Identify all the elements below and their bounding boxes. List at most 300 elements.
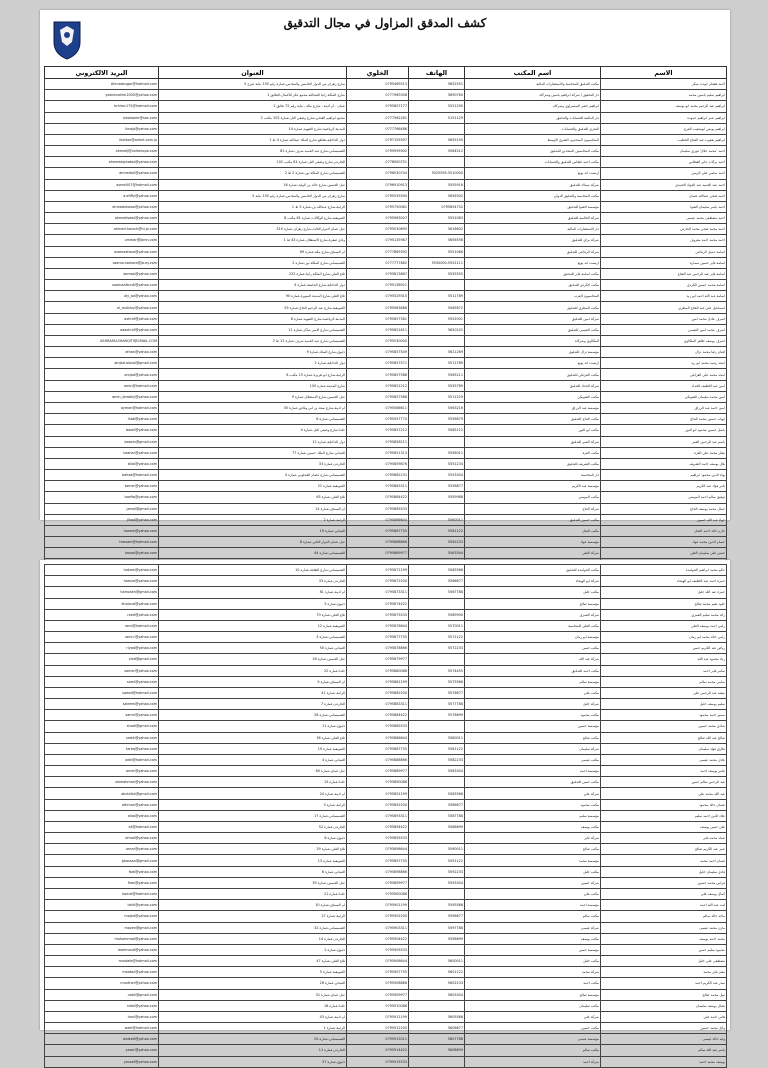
cell-name: ابراهيم سليم ياسين محمد [601, 90, 727, 101]
table-row [45, 620, 727, 631]
cell-email: riyad@yahoo.com [45, 643, 159, 654]
cell-name: جمال محمد يوسف الحاج [601, 503, 727, 514]
cell-mobile: 0777777882 [347, 257, 409, 268]
table-row [45, 414, 727, 425]
cell-email: ibrajo@yahoo.com [45, 123, 159, 134]
cell-office: مؤسسة عيسى [465, 1034, 601, 1045]
cell-office: مكتب الحاج للتدقيق [465, 414, 601, 425]
cell-address: عمان - أم اذينة - شارع مكة - بناية رقم 72 طابق 1 [159, 101, 347, 112]
table-row [45, 821, 727, 832]
cell-mobile: 0795864422 [347, 492, 409, 503]
cell-address: ام السماق-عمارة 14 [159, 503, 347, 514]
cell-mobile: 0795529315 [347, 291, 409, 302]
cell-office: دار التحقيق / شركة ابراهيم ياسين وشركاه [465, 90, 601, 101]
cell-phone: 5572233 [409, 643, 465, 654]
cell-email: ahmedisawi@yahoo.com [45, 213, 159, 224]
table-row [45, 1045, 727, 1056]
cell-phone: 5586677 [409, 799, 465, 810]
cell-mobile: 0795995902 [347, 146, 409, 157]
cell-office: مؤسسة حسن [465, 944, 601, 955]
cell-address: جبل الحسين-شارع خالد بن الوليد-عمارة 16 [159, 179, 347, 190]
table-row [45, 291, 727, 302]
cell-office: شركة الحاج [465, 503, 601, 514]
cell-office: ارنست اند يونغ [465, 168, 601, 179]
cell-phone [409, 944, 465, 955]
cell-email: tamer@yahoo.com [45, 481, 159, 492]
cell-address: الشميساني-عمارة 28 [159, 710, 347, 721]
cell-address: الصويفية-عمارة 5 [159, 967, 347, 978]
cell-mobile: 0795898866 [347, 866, 409, 877]
cell-address: دابوق-شارع الملك-عمارة 9 [159, 347, 347, 358]
table-row [45, 347, 727, 358]
cell-phone: 5565566 [409, 565, 465, 576]
cell-office: دار المحاسبة [465, 470, 601, 481]
cell-phone: 5595566 [409, 900, 465, 911]
cell-name: حسام الدين محمد عواد [601, 537, 727, 548]
cell-phone: 5656302 [409, 190, 465, 201]
table-row [45, 754, 727, 765]
table-row [45, 179, 727, 190]
table-row [45, 201, 727, 212]
cell-phone: 5563216 [409, 402, 465, 413]
cell-phone: 5621269 [409, 347, 465, 358]
cell-phone: 5525595-5510000 [409, 168, 465, 179]
cell-mobile: 0795879977 [347, 654, 409, 665]
table-row [45, 146, 727, 157]
cell-mobile: 0795862231 [347, 470, 409, 481]
cell-mobile: 0795889977 [347, 766, 409, 777]
cell-phone: 5585566 [409, 788, 465, 799]
cell-mobile: 0778900751 [347, 157, 409, 168]
cell-address: تلاع العلي-عمارة 36 [159, 732, 347, 743]
cell-name: ايهاب حسين محمد الحاج [601, 414, 727, 425]
cell-phone: 5521290 [409, 101, 465, 112]
table-row [45, 598, 727, 609]
table-row [45, 257, 727, 268]
cell-email: ahmadshawa@yahoo.com [45, 201, 159, 212]
cell-office: مكتب المومني [465, 492, 601, 503]
table-row [45, 766, 727, 777]
table-body [45, 565, 727, 1068]
page-two [40, 560, 730, 1064]
cell-mobile: 0795888866 [347, 754, 409, 765]
cell-address: العبدلي-عمارة 50 [159, 643, 347, 654]
table-row [45, 101, 727, 112]
cell-office: شركة حسين [465, 877, 601, 888]
table-row [45, 565, 727, 576]
cell-name: ماجد خالد سالم [601, 911, 727, 922]
cell-name: يوسف محمد احمد [601, 1056, 727, 1067]
cell-mobile: 0795906644 [347, 956, 409, 967]
cell-phone: 5593344 [409, 877, 465, 888]
cell-name: ياسر عبد الله سالم [601, 1045, 727, 1056]
cell-address: الجاردنز-عمارة 33 [159, 576, 347, 587]
cell-email: mustafa@hotmail.com [45, 956, 159, 967]
cell-mobile: 0795138921 [347, 280, 409, 291]
table-row [45, 732, 727, 743]
cell-office: مكتب خليل [465, 866, 601, 877]
cell-name: اسماعيل علي عبد الفتاح المطري [601, 302, 727, 313]
cell-phone: 5652551 [409, 79, 465, 90]
cell-mobile: 0777969308 [347, 90, 409, 101]
cell-phone: 5556011 [409, 447, 465, 458]
cell-email: majed@yahoo.com [45, 911, 159, 922]
cell-address: الجاردنز-عمارة 52 [159, 821, 347, 832]
cell-email: nidal@yahoo.com [45, 1000, 159, 1011]
cell-office: مكتب المحاسبة والتدقيق الدولي [465, 190, 601, 201]
cell-mobile: 0795897755 [347, 855, 409, 866]
cell-name: اسامة محمد حسين الكردي [601, 280, 727, 291]
cell-mobile: 0795135987 [347, 235, 409, 246]
table-row [45, 833, 727, 844]
cell-email: jamal@gmail.com [45, 503, 159, 514]
cell-office: مكتب الحوامده للتدقيق [465, 565, 601, 576]
cell-address: الرابية-عمارة 27 [159, 911, 347, 922]
cell-address: ام السماق-عمارة 10 [159, 900, 347, 911]
cell-name: علاء الدين احمد سليم [601, 810, 727, 821]
cell-name: بشار محمد علي العزة [601, 447, 727, 458]
cell-name: امجد محمد علي الغرابلي [601, 369, 727, 380]
cell-address: الرابية-شارع ابو هريرة-عمارة 15 مكتب 6 [159, 369, 347, 380]
cell-address: المدينة الرياضية-شارع الشهيد-عمارة 8 [159, 313, 347, 324]
cell-phone: 5575566 [409, 676, 465, 687]
cell-name: عثمان خالد محمود [601, 799, 727, 810]
cell-office: مكتب المطري للتدقيق [465, 302, 601, 313]
cell-address: ام السماق-عمارة 9 [159, 676, 347, 687]
cell-phone [409, 777, 465, 788]
cell-name: منذر عبد الكريم احمد [601, 978, 727, 989]
cell-phone: 5559988 [409, 492, 465, 503]
cell-name: اسامة فايز حسين سمارة [601, 257, 727, 268]
cell-address: شارع زهران بين الدوار الخامس والسادس-عمارة رقم 130 بناية عيرح 5 [159, 79, 347, 90]
cell-mobile: 0795875533 [347, 609, 409, 620]
cell-phone: 5590011 [409, 844, 465, 855]
cell-phone: 5591122 [409, 855, 465, 866]
cell-office: ابراهيم خضر اليمسراوي وشركاه [465, 101, 601, 112]
cell-phone: 5562233 [409, 537, 465, 548]
table-row [45, 503, 727, 514]
cell-phone: 5565872 [409, 302, 465, 313]
cell-email: abdrahman@yahoo.com [45, 777, 159, 788]
table-row [45, 157, 727, 168]
cell-address: الرابية-شارع عبدالله بن-عمارة 5 ط 1 [159, 201, 347, 212]
table-row [45, 911, 727, 922]
cell-email: ashraf@yahoo.com [45, 313, 159, 324]
cell-address: الرابية-عمارة 41 [159, 687, 347, 698]
cell-phone: 5616602 [409, 224, 465, 235]
cell-mobile: 0795750081 [347, 201, 409, 212]
cell-phone: 5600011 [409, 956, 465, 967]
cell-address: جبل الحسين-شارع الاستقلال-عمارة 9 [159, 391, 347, 402]
cell-mobile: 0795469513 [347, 79, 409, 90]
cell-name: تامر فؤاد عبد الكريم [601, 481, 727, 492]
cell-address: العبدلي-عمارة 4 [159, 754, 347, 765]
cell-phone: 5598899 [409, 933, 465, 944]
cell-phone: 5551066 [409, 246, 465, 257]
table-row [45, 777, 727, 788]
cell-office: مكتب الكردي للتدقيق [465, 280, 601, 291]
cell-name: امين محمد سليمان الشوبكي [601, 391, 727, 402]
cell-mobile: 0795887755 [347, 743, 409, 754]
cell-email: rami.r@yahoo.com [45, 632, 159, 643]
cell-address: تلاع العلي-شارع الملكة رانيا-عمارة 222 [159, 268, 347, 279]
cell-address: دابوق-عمارة 2 [159, 944, 347, 955]
cell-office: مكتب حسن للتدقيق [465, 777, 601, 788]
cell-mobile: 0797155597 [347, 134, 409, 145]
cell-email: mohammad@yahoo.com [45, 933, 159, 944]
cell-phone: 5565112 [409, 425, 465, 436]
cell-name: حكم محمد ابراهيم الحوامده [601, 565, 727, 576]
cell-phone: 5597788 [409, 922, 465, 933]
cell-phone: 5569900 [409, 609, 465, 620]
table-row [45, 134, 727, 145]
table-row [45, 710, 727, 721]
cell-address: الرابية-عمارة 2 [159, 514, 347, 525]
cell-name: طارق فؤاد سليمان [601, 743, 727, 754]
cell-phone: 5655195 [409, 134, 465, 145]
cell-mobile: 0795903311 [347, 922, 409, 933]
cell-office: ارنست اند يونغ [465, 358, 601, 369]
cell-office: مكتب سالم [465, 911, 601, 922]
cell-mobile: 0795868866 [347, 537, 409, 548]
table-row [45, 324, 727, 335]
cell-name: ابراهيم يونس ابوشعيب العرج [601, 123, 727, 134]
cell-mobile: 0795893311 [347, 810, 409, 821]
table-row [45, 799, 727, 810]
cell-office: مكتب احمد للتدقيق [465, 665, 601, 676]
cell-address: الشميساني-عمارة 6 [159, 414, 347, 425]
cell-name: عامر يوسف احمد [601, 766, 727, 777]
cell-office: شركة العلي [465, 548, 601, 559]
cell-office: مكتب يوسف [465, 933, 601, 944]
cell-name: عمر عبد الكريم صالح [601, 844, 727, 855]
cell-name: احمد محمد فتحي محمد الحارثي [601, 224, 727, 235]
cell-phone: 5551063 [409, 213, 465, 224]
cell-office: مؤسسة احمد [465, 766, 601, 777]
cell-email: mahmoud@yahoo.com [45, 944, 159, 955]
cell-mobile: 0795912200 [347, 1023, 409, 1034]
auditors-table [44, 66, 727, 571]
cell-address: دابوق-عمارة 8 [159, 833, 347, 844]
cell-phone: 5588899 [409, 821, 465, 832]
table-row [45, 922, 727, 933]
cell-mobile: 0795557770 [347, 414, 409, 425]
cell-name: عبد الله محمد علي [601, 788, 727, 799]
table-row [45, 788, 727, 799]
table-row [45, 492, 727, 503]
cell-office: مؤسسة احمد [465, 900, 601, 911]
cell-name: احمد فتحي عبدالله عثمان [601, 190, 727, 201]
table-row [45, 391, 727, 402]
cell-address: الشميساني-عمارة 20 [159, 1034, 347, 1045]
cell-mobile: 0795857581 [347, 313, 409, 324]
cell-address: ام السماق-شارع مكة-عمارة 89 [159, 246, 347, 257]
cell-mobile: 0795905533 [347, 944, 409, 955]
cell-name: احمد 'محمد جلال' فوزي سليمان [601, 146, 727, 157]
cell-phone [409, 833, 465, 844]
cell-mobile: 0795896644 [347, 844, 409, 855]
cell-name: ابراهيم يعقوب عبد الفتاح الخطيب [601, 134, 727, 145]
cell-address: دابوق-عمارة 37 [159, 1056, 347, 1067]
cell-mobile: 0795891199 [347, 788, 409, 799]
table-row [45, 246, 727, 257]
cell-address: شارع زهران بين الدوار الخامس والسادس-عمارة رقم 130 بناية 5 [159, 190, 347, 201]
table-row [45, 699, 727, 710]
cell-office: مكتب علي [465, 888, 601, 899]
table-row [45, 1023, 727, 1034]
cell-address: الرابية-عمارة 1 [159, 1023, 347, 1034]
cell-phone: 5511789 [409, 291, 465, 302]
cell-email: amin_shwbky@yahoo.com [45, 391, 159, 402]
cell-mobile: 0795876644 [347, 620, 409, 631]
cell-email: abdullah@gmail.com [45, 788, 159, 799]
table-row [45, 470, 727, 481]
cell-email: jihad@yahoo.com [45, 514, 159, 525]
cell-name: محمد احمد يوسف [601, 933, 727, 944]
cell-phone: 5608899 [409, 1045, 465, 1056]
cell-name: اسامة عبد الله احمد ابو زيد [601, 291, 727, 302]
cell-phone: 5603344 [409, 989, 465, 1000]
cell-address: تلاع العلي-عمارة 65 [159, 492, 347, 503]
cell-mobile: 0795539390 [347, 190, 409, 201]
table-row [45, 665, 727, 676]
table-row [45, 1011, 727, 1022]
cell-name: امين عبد اللطيف الحداد [601, 380, 727, 391]
cell-office: مكتب محمود [465, 710, 601, 721]
table-row [45, 1000, 727, 1011]
cell-mobile: 0795914422 [347, 1045, 409, 1056]
cell-phone [409, 888, 465, 899]
table-row [45, 643, 727, 654]
cell-office: شركة براي للتدقيق [465, 235, 601, 246]
cell-phone [409, 654, 465, 665]
cell-name: عماد محمد فايز [601, 833, 727, 844]
cell-name: باسل حسين محمود ابو النور [601, 425, 727, 436]
cell-name: رامي خالد محمد ابو رمان [601, 632, 727, 643]
cell-address: جبل الحسين-عمارة 18 [159, 654, 347, 665]
cell-office: مكتب صالح [465, 844, 601, 855]
cell-phone: 5592233 [409, 866, 465, 877]
table-row [45, 380, 727, 391]
cell-address: الشميساني-عمارة 17 [159, 810, 347, 821]
cell-address: العبدلي-عمارة 26 [159, 978, 347, 989]
cell-mobile: 0795913311 [347, 1034, 409, 1045]
cell-name: اسامة جميل الرفاعي [601, 246, 727, 257]
cell-phone: 5576677 [409, 687, 465, 698]
cell-mobile: 0795866644 [347, 514, 409, 525]
cell-name: كمال يوسف علي [601, 888, 727, 899]
cell-phone: 5556679 [409, 414, 465, 425]
cell-phone: 5581122 [409, 743, 465, 754]
cell-email: Ahmadsugar@hotmail.com [45, 79, 159, 90]
cell-office: دار الاستشارات المالية [465, 224, 601, 235]
cell-email: emad@yahoo.com [45, 833, 159, 844]
cell-office: مكتب احمد غطاس للتدقيق والحسابات [465, 157, 601, 168]
cell-mobile: 0795904422 [347, 933, 409, 944]
cell-address: جبل عمان-عمارة 31 [159, 989, 347, 1000]
cell-office: شركة عيسى [465, 922, 601, 933]
cell-name: صالح عبد الله صالح [601, 732, 727, 743]
cell-address: الرابية-عمارة 3 [159, 799, 347, 810]
cell-email: yasinbrahim2005@yahoo.com [45, 90, 159, 101]
cell-email: afnan@yahoo.com [45, 347, 159, 358]
table-row [45, 548, 727, 559]
table-row [45, 447, 727, 458]
cell-address: تلاع العلي-عمارة 47 [159, 956, 347, 967]
cell-email: nabil@gmail.com [45, 989, 159, 1000]
cell-address: العبدلي-شارع الملك حسين-عمارة 77 [159, 447, 347, 458]
cell-name: سعيد عبد الرحمن علي [601, 687, 727, 698]
cell-email: moataz@yahoo.com [45, 967, 159, 978]
cell-office: مكتب صالح [465, 732, 601, 743]
cell-email: osamaalkurdi@yahoo.com [45, 280, 159, 291]
cell-email: ivealaomr@sos.com [45, 112, 159, 123]
cell-name: احمد بركات جابر الغطاس [601, 157, 727, 168]
cell-mobile: 0795878866 [347, 643, 409, 654]
cell-mobile: 0795030695 [347, 224, 409, 235]
table-row [45, 855, 727, 866]
cell-mobile: 0795899977 [347, 877, 409, 888]
cell-name: سامر فايز احمد [601, 665, 727, 676]
cell-address: جبل عمان-عمارة 60 [159, 766, 347, 777]
cell-address: الشميساني-عمارة 44 [159, 548, 347, 559]
table-row [45, 213, 727, 224]
cell-address: مجمع ابراهيم القباني-شارع وصفي التل-عمارة 102 مكتب 2 [159, 112, 347, 123]
cell-email: amjad.alozai@gmail.com [45, 358, 159, 369]
cell-email: firas@yahoo.com [45, 877, 159, 888]
table-row [45, 425, 727, 436]
table-row [45, 335, 727, 346]
cell-phone [409, 1000, 465, 1011]
table-row [45, 978, 727, 989]
cell-office: مكتب حسين [465, 1023, 601, 1034]
cell-office: مؤسسة صالح [465, 989, 601, 1000]
cell-mobile: 0795857549 [347, 347, 409, 358]
cell-address: الصويفية-شارع الوكالات-عمارة 61 مكتب 8 [159, 213, 347, 224]
cell-name: احمد سامي علي الريس [601, 168, 727, 179]
cell-office: دار المكتبة للحسابات والتدقيق [465, 112, 601, 123]
cell-address: الشميساني-عمارة 3 [159, 632, 347, 643]
cell-mobile: 0795910088 [347, 1000, 409, 1011]
cell-name: حسن علي سليمان العلي [601, 548, 727, 559]
table-row [45, 956, 727, 967]
cell-mobile: 0795915533 [347, 1056, 409, 1067]
cell-email: bashar@yahoo.com [45, 447, 159, 458]
cell-address: جبل عمان-الدوار الثاني-عمارة 8 [159, 537, 347, 548]
cell-office: مؤسسة سالم [465, 676, 601, 687]
table-row [45, 79, 727, 90]
cell-address: خلدا-شارع وصفي التل-عمارة 4 [159, 425, 347, 436]
cell-office: الملكاوي وشركاه [465, 335, 601, 346]
table-row [45, 743, 727, 754]
header-mobile: الخلوي [347, 67, 409, 79]
cell-office: مكتب النجار [465, 525, 601, 536]
cell-phone: 5552001 [409, 313, 465, 324]
cell-mobile: 0795881199 [347, 676, 409, 687]
table-row [45, 537, 727, 548]
cell-office: البحري للتدقيق والحسابات [465, 123, 601, 134]
cell-email: adel@hotmail.com [45, 754, 159, 765]
cell-name: أحمد هشام جودت سكر [601, 79, 727, 90]
cell-address: خلدا-عمارة 15 [159, 777, 347, 788]
cell-name: مصطفى علي خليل [601, 956, 727, 967]
cell-office: شركة ابو الهيجاء [465, 576, 601, 587]
table-row [45, 866, 727, 877]
cell-email: raed@yahoo.com [45, 609, 159, 620]
cell-mobile: 0795867755 [347, 525, 409, 536]
cell-office: شركة محمد [465, 967, 601, 978]
cell-email: saleh@yahoo.com [45, 732, 159, 743]
